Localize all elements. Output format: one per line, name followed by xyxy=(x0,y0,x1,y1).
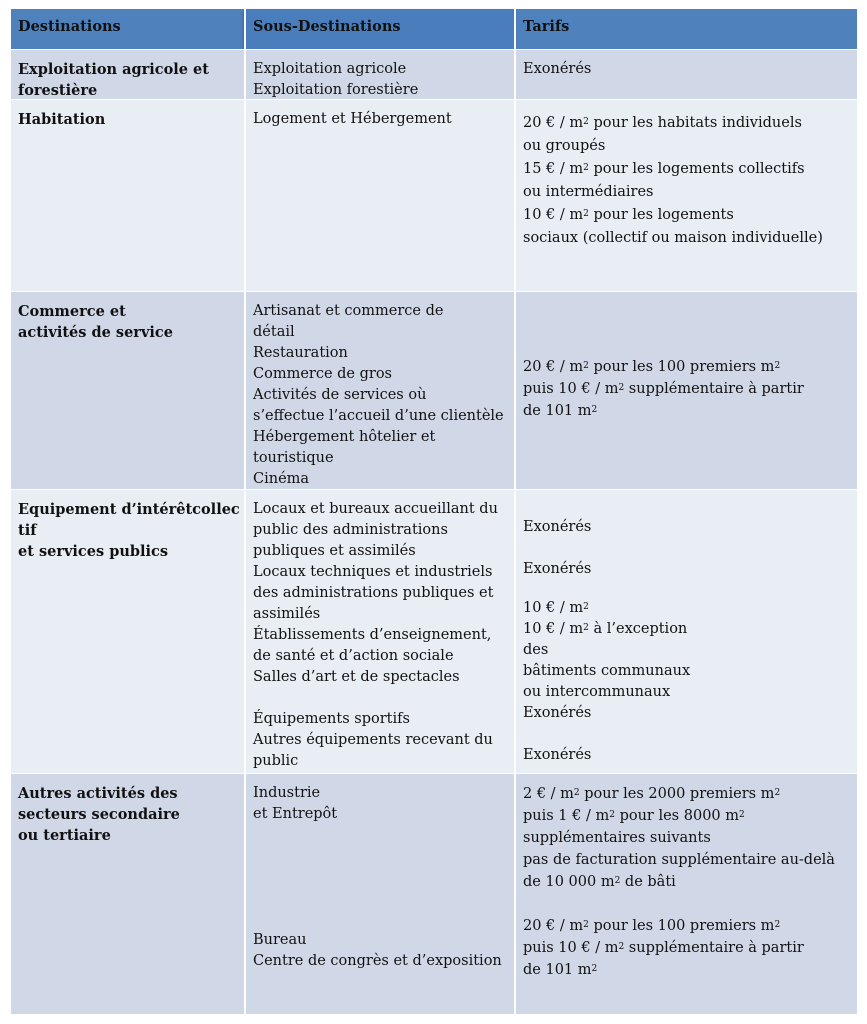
tarif-line: ou intercommunaux xyxy=(523,684,671,700)
header-sous-destinations: Sous-Destinations xyxy=(244,9,514,49)
header-destinations: Destinations xyxy=(18,18,121,35)
superscript: 2 xyxy=(583,623,589,633)
tarif-line: Exonérés xyxy=(523,519,592,535)
destinations-table xyxy=(11,9,857,1014)
sous-destination-line: Artisanat et commerce de xyxy=(253,303,444,319)
sous-destination-line: et Entrepôt xyxy=(253,806,338,822)
destination-cell xyxy=(11,490,244,773)
tarif-line: puis 10 € / $m^2$ supplémentaire à partir xyxy=(523,940,804,956)
destination-cell xyxy=(11,50,244,99)
table-row xyxy=(11,291,857,489)
table-row xyxy=(11,773,857,1014)
spacer xyxy=(253,825,507,930)
tarif-line: 15 € / $m^2$ pour les logements collectifs xyxy=(523,161,805,177)
sous-destination-line: Activités de services où xyxy=(253,387,427,403)
sous-destination-line: des administrations publiques et xyxy=(253,585,494,601)
sous-destination-line: Industrie xyxy=(253,785,321,801)
superscript: 2 xyxy=(774,920,781,930)
destination-line: Commerce et xyxy=(18,303,126,320)
superscript: 2 xyxy=(614,876,621,886)
tarif-line: Exonérés xyxy=(523,561,592,577)
sous-destination-line: Cinéma xyxy=(253,471,310,487)
sous-destination-cell xyxy=(244,490,514,773)
tarif-line: de 101 $m^2$ xyxy=(523,403,598,419)
table-row xyxy=(11,49,857,99)
superscript: 2 xyxy=(573,788,580,798)
tarif-line: 10 € / $m^2$ à l’exception xyxy=(523,621,688,637)
superscript: 2 xyxy=(583,209,589,219)
sous-destination-line: Salles d’art et de spectacles xyxy=(253,669,460,685)
spacer xyxy=(523,580,850,598)
tarif-line: 20 € / $m^2$ pour les 100 premiers $m^2$ xyxy=(523,359,781,375)
tarif-line: des xyxy=(523,642,549,658)
destination-line: et services publics xyxy=(18,543,169,560)
superscript: 2 xyxy=(774,361,781,371)
tarif-line: supplémentaires suivants xyxy=(523,830,711,846)
tarif-line: pas de facturation supplémentaire au-delà xyxy=(523,852,835,868)
destination-line: activités de service xyxy=(18,324,173,341)
sous-destination-cell xyxy=(244,50,514,99)
superscript: 2 xyxy=(609,810,615,820)
sous-destination-line: de santé et d’action sociale xyxy=(253,648,454,664)
sous-destination-cell xyxy=(244,774,514,1014)
spacer xyxy=(523,538,850,559)
sous-destination-line: Autres équipements recevant du xyxy=(253,732,493,748)
destination-line: tif xyxy=(18,522,37,539)
tarif-line: 2 € / $m^2$ pour les 2000 premiers $m^2$ xyxy=(523,786,781,802)
tarif-line: bâtiments communaux xyxy=(523,663,691,679)
table-row xyxy=(11,99,857,291)
spacer xyxy=(523,724,850,745)
sous-destination-line: Équipements sportifs xyxy=(253,711,410,727)
superscript: 2 xyxy=(583,920,589,930)
destination-line: Habitation xyxy=(18,111,106,128)
tarif-line: de 10 000 $m^2$ de bâti xyxy=(523,874,676,890)
destination-cell xyxy=(11,292,244,489)
destination-line: secteurs secondaire xyxy=(18,806,180,823)
sous-destination-line: Établissements d’enseignement, xyxy=(253,627,492,643)
tarif-line: de 101 $m^2$ xyxy=(523,962,598,978)
superscript: 2 xyxy=(591,964,598,974)
superscript: 2 xyxy=(618,383,625,393)
sous-destination-line: Logement et Hébergement xyxy=(253,111,452,127)
sous-destination-line: Centre de congrès et d’exposition xyxy=(253,953,502,969)
sous-destination-line: Commerce de gros xyxy=(253,366,393,382)
tarif-line: puis 10 € / $m^2$ supplémentaire à partir xyxy=(523,381,804,397)
tarif-line: Exonérés xyxy=(523,61,592,77)
superscript: 2 xyxy=(583,602,589,612)
tarif-line: 10 € / $m^2$ pour les logements xyxy=(523,207,734,223)
sous-destination-cell xyxy=(244,100,514,291)
table-header xyxy=(11,9,857,49)
destination-cell xyxy=(11,100,244,291)
tarifs-cell xyxy=(514,292,857,489)
superscript: 2 xyxy=(618,942,625,952)
destination-line: ou tertiaire xyxy=(18,827,111,844)
sous-destination-line: Exploitation agricole xyxy=(253,61,407,77)
superscript: 2 xyxy=(591,405,598,415)
tarif-line: ou groupés xyxy=(523,138,606,154)
sous-destination-line xyxy=(253,688,507,709)
tarif-line: puis 1 € / $m^2$ pour les 8000 $m^2$ xyxy=(523,808,745,824)
tarifs-cell xyxy=(514,50,857,99)
sous-destination-line: publiques et assimilés xyxy=(253,543,416,559)
sous-destination-cell xyxy=(244,292,514,489)
superscript: 2 xyxy=(774,788,781,798)
sous-destination-line: Bureau xyxy=(253,932,307,948)
tarif-line: 20 € / $m^2$ pour les habitats individuels xyxy=(523,115,802,131)
sous-destination-line: public des administrations xyxy=(253,522,448,538)
tarifs-cell xyxy=(514,490,857,773)
destination-line: Equipement d’intérêtcollec xyxy=(18,501,240,518)
tarif-line: 20 € / $m^2$ pour les 100 premiers $m^2$ xyxy=(523,918,781,934)
superscript: 2 xyxy=(739,810,745,820)
sous-destination-line: détail xyxy=(253,324,295,340)
header-tarifs: Tarifs xyxy=(514,9,857,49)
superscript: 2 xyxy=(583,163,589,173)
destination-cell xyxy=(11,774,244,1014)
sous-destination-line: Locaux et bureaux accueillant du xyxy=(253,501,498,517)
sous-destination-line: Exploitation forestière xyxy=(253,82,419,98)
destination-line: Autres activités des xyxy=(18,785,178,802)
tarif-line: ou intermédiaires xyxy=(523,184,654,200)
tarifs-cell xyxy=(514,774,857,1014)
sous-destination-line: s’effectue l’accueil d’une clientèle xyxy=(253,408,504,424)
sous-destination-line: Restauration xyxy=(253,345,348,361)
sous-destination-line: touristique xyxy=(253,450,334,466)
superscript: 2 xyxy=(583,117,589,127)
destination-line: Exploitation agricole et xyxy=(18,61,209,78)
sous-destination-line: public xyxy=(253,753,299,769)
tarifs-cell xyxy=(514,100,857,291)
sous-destination-line: assimilés xyxy=(253,606,321,622)
destination-line: forestière xyxy=(18,82,98,99)
tarif-line: sociaux (collectif ou maison individuelle) xyxy=(523,230,823,246)
sous-destination-line: Hébergement hôtelier et xyxy=(253,429,436,445)
spacer xyxy=(523,893,850,915)
superscript: 2 xyxy=(583,361,589,371)
tarif-line: Exonérés xyxy=(523,747,592,763)
sous-destination-line: Locaux techniques et industriels xyxy=(253,564,493,580)
tarif-line: 10 € / $m^2$ xyxy=(523,600,589,616)
table-row xyxy=(11,489,857,773)
tarif-line: Exonérés xyxy=(523,705,592,721)
